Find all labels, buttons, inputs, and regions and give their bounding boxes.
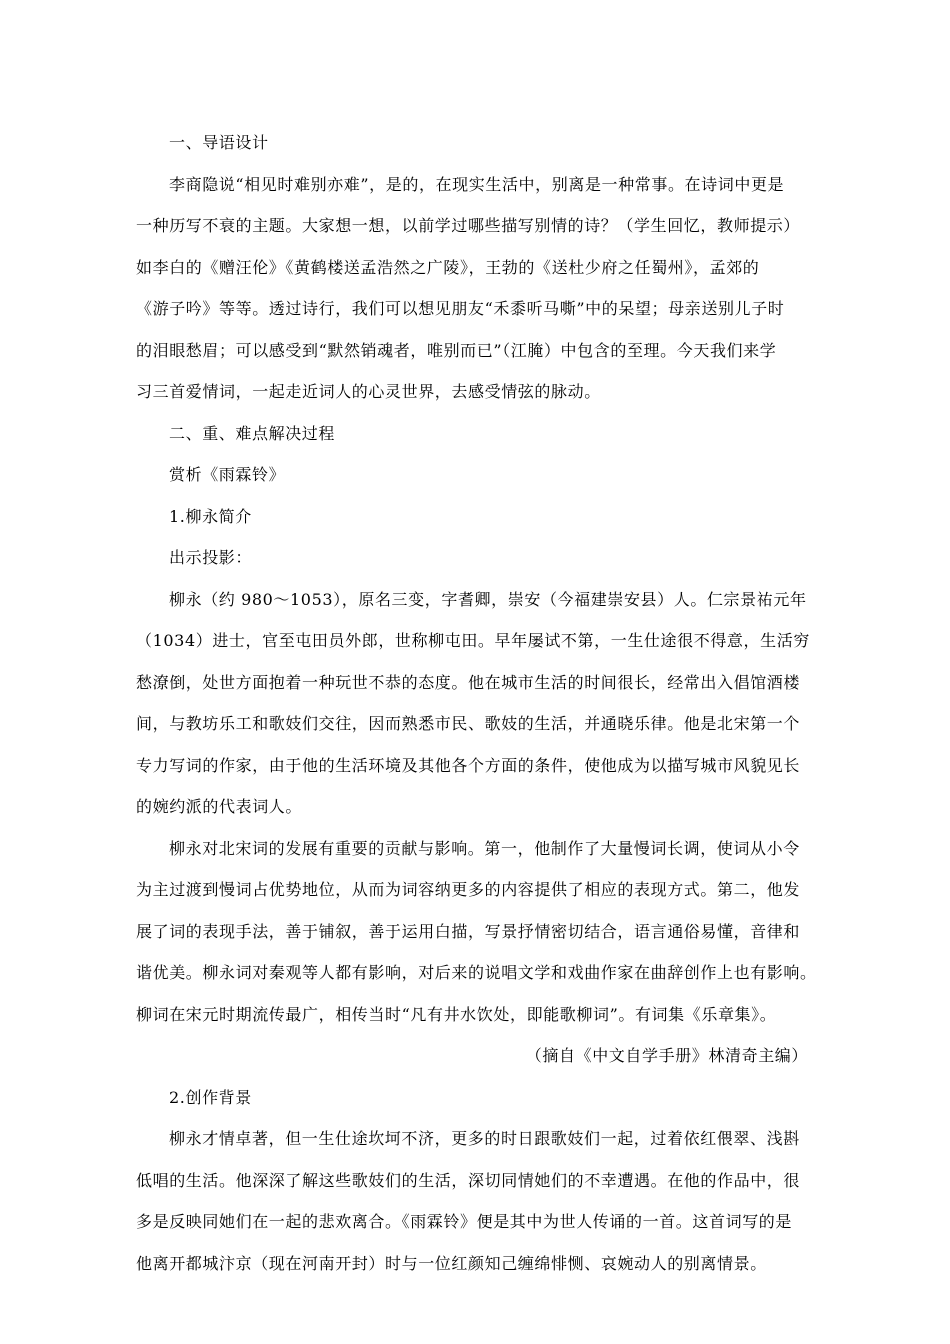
text-line: 为主过渡到慢词占优势地位，从而为词容纳更多的内容提供了相应的表现方式。第二，他发 [136, 880, 801, 899]
text-line: 柳永对北宋词的发展有重要的贡献与影响。第一，他制作了大量慢词长调，使词从小令 [169, 838, 800, 858]
text-line: 的泪眼愁眉；可以感受到“默然销魂者，唯别而已”（江腌）中包含的至理。今天我们来学 [136, 340, 777, 360]
text-line: 柳永才情卓著，但一生仕途坎坷不济，更多的时日跟歌妓们一起，过着依红偎翠、浅斟 [169, 1129, 800, 1148]
document-page [136, 122, 826, 1284]
text-line: 愁潦倒，处世方面抱着一种玩世不恭的态度。他在城市生活的时间很长，经常出入倡馆酒楼 [136, 672, 801, 692]
text-line: 柳词在宋元时期流传最广，相传当时“凡有井水饮处，即能歌柳词”。有词集《乐章集》。 [136, 1004, 777, 1024]
text-line: 专力写词的作家，由于他的生活环境及其他各个方面的条件，使他成为以描写城市风貌见长 [136, 755, 801, 775]
text-line: 柳永（约 980～1053），原名三变，字耆卿，崇安（今福建崇安县）人。仁宗景祐元年 [169, 589, 807, 609]
text-line: 如李白的《赠汪伦》《黄鹤楼送孟浩然之广陵》，王勃的《送杜少府之任蜀州》，孟郊的 [136, 257, 760, 277]
text-line: （1034）进士，官至屯田员外郎，世称柳屯田。早年屡试不第，一生仕途很不得意，生活穷 [136, 631, 810, 650]
text-line: 2.创作背景 [169, 1087, 252, 1107]
text-line: 多是反映同她们在一起的悲欢离合。《雨霖铃》便是其中为世人传诵的一首。这首词写的是 [136, 1212, 793, 1231]
text-line: 1.柳永简介 [169, 506, 252, 526]
text-line: 一种历写不衰的主题。大家想一想，以前学过哪些描写别情的诗？（学生回忆，教师提示） [136, 216, 801, 235]
text-line: 展了词的表现手法，善于铺叙，善于运用白描，写景抒情密切结合，语言通俗易懂，音律和 [136, 921, 801, 941]
text-line: 一、导语设计 [169, 133, 269, 152]
text-line: 间，与教坊乐工和歌妓们交往，因而熟悉市民、歌妓的生活，并通晓乐律。他是北宋第一个 [136, 714, 801, 733]
text-line: 李商隐说“相见时难别亦难”，是的，在现实生活中，别离是一种常事。在诗词中更是 [169, 174, 785, 194]
text-line: 他离开都城汴京（现在河南开封）时与一位红颜知己缠绵悱恻、哀婉动人的别离情景。 [136, 1253, 767, 1273]
text-line: 出示投影： [169, 548, 253, 567]
text-line: 的婉约派的代表词人。 [136, 797, 303, 816]
text-line: 谐优美。柳永词对秦观等人都有影响，对后来的说唱文学和戏曲作家在曲辞创作上也有影响。 [136, 963, 817, 982]
text-line: 二、重、难点解决过程 [169, 423, 336, 443]
text-line: 习三首爱情词，一起走近词人的心灵世界，去感受情弦的脉动。 [136, 382, 601, 401]
text-line: （摘自《中文自学手册》林清奇主编） [525, 1046, 808, 1065]
text-line: 低唱的生活。他深深了解这些歌妓们的生活，深切同情她们的不幸遭遇。在他的作品中，很 [136, 1170, 801, 1190]
text-line: 赏析《雨霖铃》 [169, 465, 286, 484]
text-line: 《游子吟》等等。透过诗行，我们可以想见朋友“禾黍听马嘶”中的呆望；母亲送别儿子时 [136, 299, 785, 318]
